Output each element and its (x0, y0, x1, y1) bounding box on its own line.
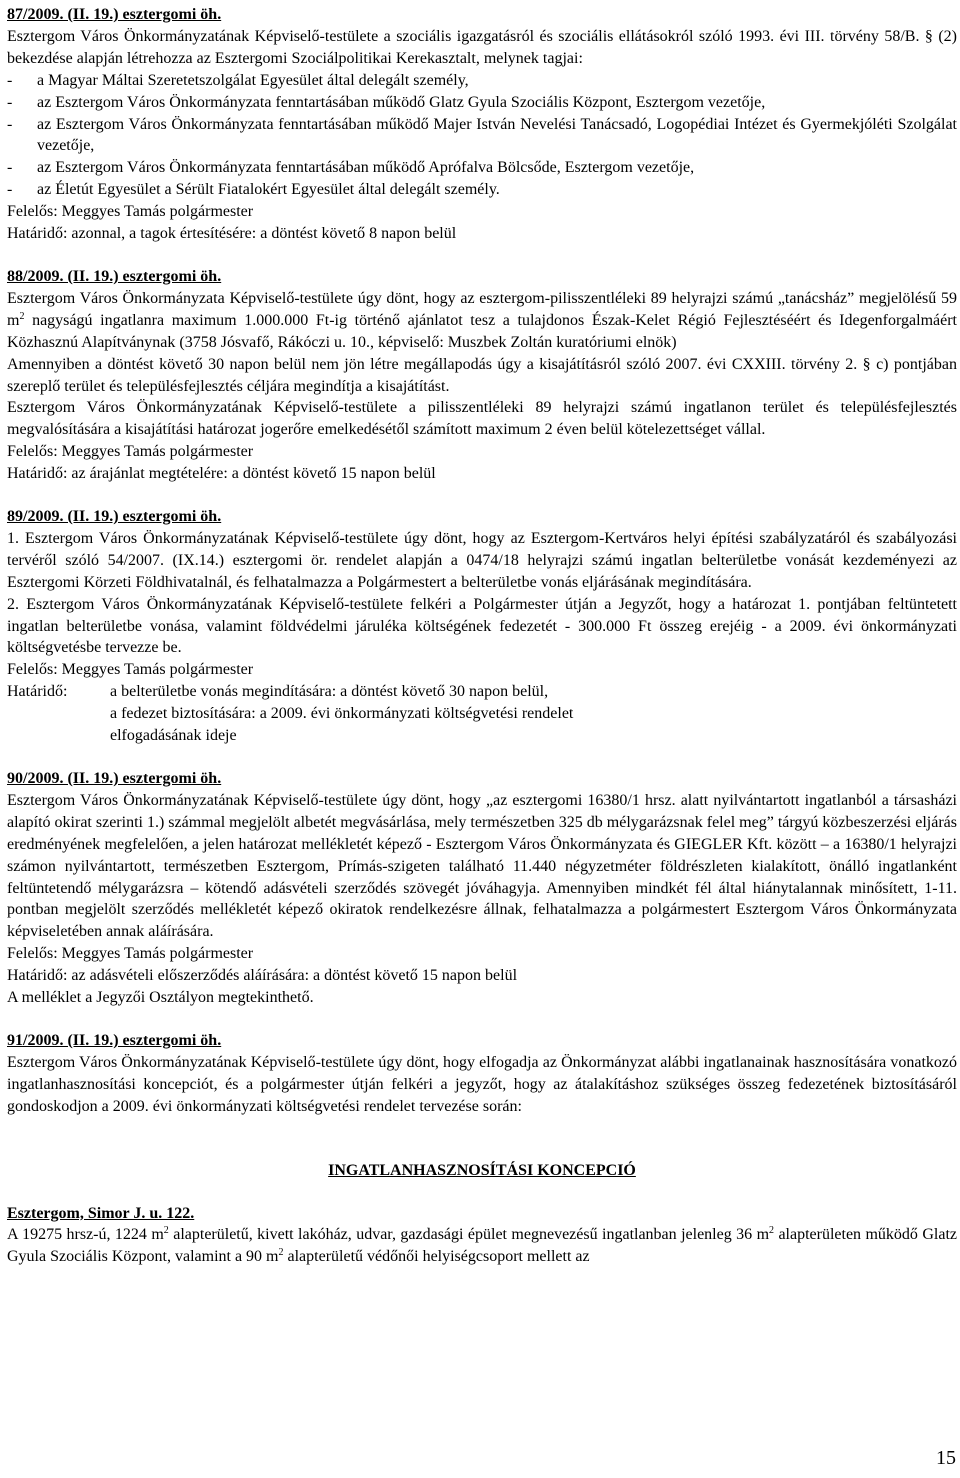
deadline-line: a belterületbe vonás megindítására: a döntést követő 30 napon belül, (110, 683, 549, 701)
resolution-88-paragraph-3: Esztergom Város Önkormányzatának Képviselő-testülete a pilisszentléleki 89 helyrajzi számú ingatlanon terület és településfejlesztés megvalósítására a kisajátítási határozat jogerőre emelkedésétől számított maximum 2 éven belül kötelezettséget vállal. (7, 399, 957, 439)
resolution-87-heading: 87/2009. (II. 19.) esztergomi öh. (7, 6, 222, 23)
resolution-87-intro: Esztergom Város Önkormányzatának Képviselő-testülete a szociális igazgatásról és szociális ellátásokról szóló 1993. évi III. törvény 58/B. § (2) bekezdése alapján létrehozza az Esztergomi Szociálpolitikai Kerekasztalt, melynek tagjai: (7, 27, 957, 67)
resolution-89-heading: 89/2009. (II. 19.) esztergomi öh. (7, 508, 222, 526)
property-address: Esztergom, Simor J. u. 122. (7, 1204, 195, 1222)
resolution-88-heading: 88/2009. (II. 19.) esztergomi öh. (7, 267, 222, 285)
document-page (7, 4, 957, 1268)
responsible-line: Felelős: Meggyes Tamás polgármester (7, 945, 254, 963)
responsible-line: Felelős: Meggyes Tamás polgármester (7, 203, 254, 221)
responsible-line: Felelős: Meggyes Tamás polgármester (7, 661, 254, 679)
deadline-line: Határidő: az árajánlat megtételére: a döntést követő 15 napon belül (7, 465, 436, 483)
resolution-88-paragraph-1: Esztergom Város Önkormányzata Képviselő-testülete úgy dönt, hogy az esztergom-pilisszentléleki 89 helyrajzi számú „tanácsház” megjelölésű 59 $m^2$ nagyságú ingatlanra maximum 1.000.000 Ft-ig történő ajánlatot tesz a tulajdonos Észak-Kelet Régió Fejlesztéséért és Idegenforgalmáért Közhasznú Alapítványnak (3758 Jósvafő, Rákóczi u. 10., képviselő: Muszbek Zoltán kuratóriumi elnök) (7, 289, 957, 351)
property-description: A 19275 hrsz-ú, 1224 $m^2$ alapterületű, kivett lakóház, udvar, gazdasági épület megnevezésű ingatlanban jelenleg 36 $m^2$ alapterületen működő Glatz Gyula Szociális Központ, valamint a 90 $m^2$ alapterületű védőnői helyiségcsoport mellett az (7, 1225, 957, 1266)
resolution-90-paragraph-1: Esztergom Város Önkormányzatának Képviselő-testülete úgy dönt, hogy „az esztergomi 16380/1 hrsz. alatt nyilvántartott ingatlanból a társasházi alapító okirat szerinti 1.) számmal megjelölt albetét megvásárlása, mely természetben 325 db mélygarázsnak felel meg” tárgyú közbeszerzési eljárás eredményének megfelelően, a jelen határozat mellékletét képező - Esztergom Város Önkormányzata és GIEGLER Kft. között – a 16380/1 helyrajzi számon nyilvántartott, természetben Esztergom, Prímás-szigeten található 11.440 négyzetméter földrészleten kialakított, önálló ingatlanként feltüntetendő mélygarázsra – kötendő adásvételi szerződés szövegét jóváhagyja. Amennyiben mindkét fél által hiánytalannak minősített, 1-11. pontban megjelölt szerződés mellékletét képező okiratok rendelkezésre állnak, felhatalmazza a polgármestert Esztergom Város Önkormányzata képviseletében annak aláírására. (7, 791, 957, 941)
deadline-line: elfogadásának ideje (110, 727, 237, 745)
member-item: - az Esztergom Város Önkormányzata fenntartásában működő Glatz Gyula Szociális Központ, Esztergom vezetője, (7, 93, 766, 111)
deadline-line: Határidő: az adásvételi előszerződés aláírására: a döntést követő 15 napon belül (7, 967, 518, 985)
responsible-line: Felelős: Meggyes Tamás polgármester (7, 443, 254, 461)
resolution-89-paragraph-2: 2. Esztergom Város Önkormányzatának Képviselő-testülete felkéri a Polgármester útján a Jegyzőt, hogy a határozat 1. pontjában feltüntetett ingatlan belterületbe vonása, valamint földvédelmi járuléka költségének fedezetét - 300.000 Ft összeg erejéig - a 2009. évi önkormányzati költségvetésbe tervezze be. (7, 595, 957, 657)
member-item: - az Esztergom Város Önkormányzata fenntartásában működő Aprófalva Bölcsőde, Esztergom vezetője, (7, 159, 695, 177)
deadline-line: Határidő: azonnal, a tagok értesítésére: a döntést követő 8 napon belül (7, 225, 457, 243)
resolution-91-heading: 91/2009. (II. 19.) esztergomi öh. (7, 1031, 222, 1049)
deadline-block (7, 681, 957, 747)
resolution-91-paragraph-1: Esztergom Város Önkormányzatának Képviselő-testülete úgy dönt, hogy elfogadja az Önkormányzat alábbi ingatlanainak hasznosítására vonatkozó ingatlanhasznosítási koncepciót, és a polgármester útján felkéri a jegyzőt, hogy az átalakításhoz szükséges összeg fedezetének biztosításáról gondoskodjon a 2009. évi önkormányzati költségvetési rendelet tervezése során: (7, 1053, 957, 1115)
member-item: - az Esztergom Város Önkormányzata fenntartásában működő Majer István Nevelési Tanácsadó, Logopédiai Intézet és Gyermekjóléti Szolgálat vezetője, (7, 115, 957, 155)
member-item: - az Életút Egyesület a Sérült Fiatalokért Egyesület által delegált személy. (7, 181, 500, 199)
deadline-line: a fedezet biztosítására: a 2009. évi önkormányzati költségvetési rendelet (110, 705, 574, 723)
resolution-88-paragraph-2: Amennyiben a döntést követő 30 napon belül nem jön létre megállapodás úgy a kisajátításról szóló 2007. évi CXXIII. törvény 2. § c) pontjában szereplő terület és településfejlesztés céljára megindítja a kisajátítást. (7, 355, 957, 395)
page-number: 15 (936, 1447, 956, 1469)
resolution-90-heading: 90/2009. (II. 19.) esztergomi öh. (7, 770, 222, 787)
resolution-89-paragraph-1: 1. Esztergom Város Önkormányzatának Képviselő-testülete úgy dönt, hogy az Esztergom-Kertváros helyi építési szabályzatáról és szabályozási tervéről szóló 54/2007. (IX.14.) esztergomi ör. rendelet alapján a 0474/18 helyrajzi számú ingatlan belterületbe vonását kezdeményezi az Esztergomi Körzeti Földhivatalnál, és felhatalmazza a Polgármestert a belterületbe vonás eljárásának megindítására. (7, 529, 957, 591)
concept-title: INGATLANHASZNOSÍTÁSI KONCEPCIÓ (328, 1161, 636, 1179)
annex-note: A melléklet a Jegyzői Osztályon megtekinthető. (7, 989, 314, 1007)
member-item: - a Magyar Máltai Szeretetszolgálat Egyesület által delegált személy, (7, 71, 469, 89)
deadline-label: Határidő: (7, 683, 68, 701)
